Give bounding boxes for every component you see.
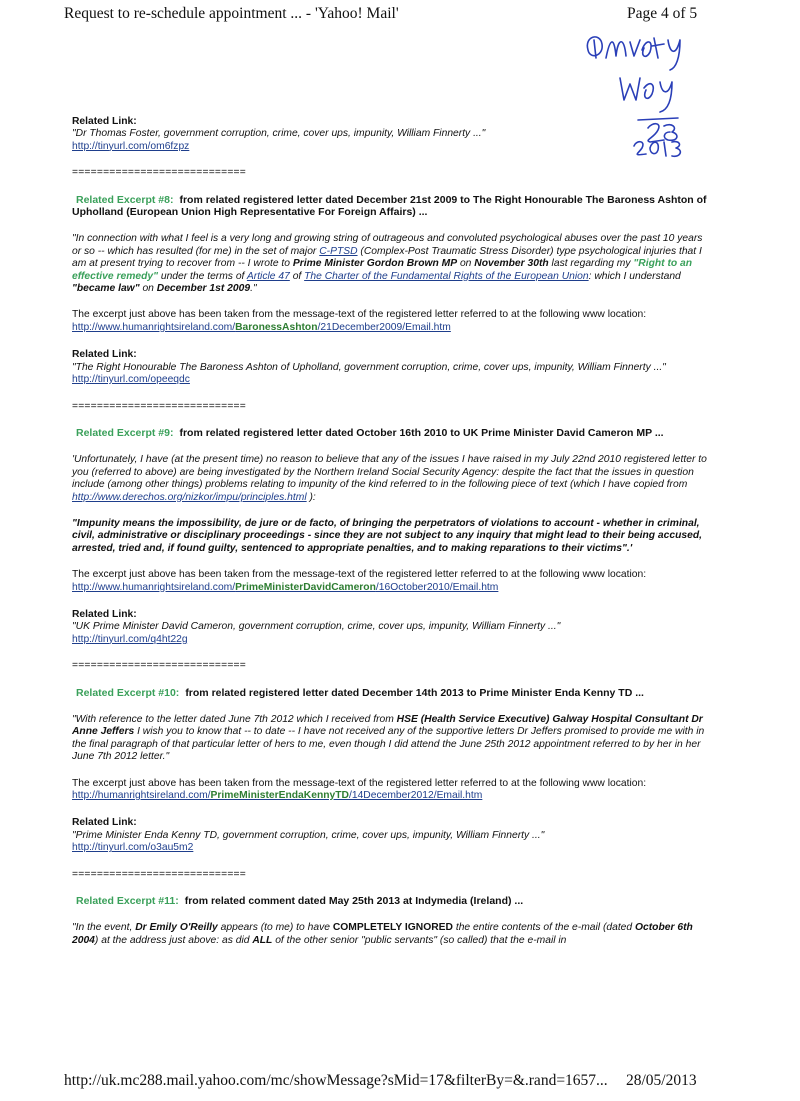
charter-link[interactable]: The Charter of the Fundamental Rights of the European Union	[304, 270, 589, 282]
excerpt-9-intro: The excerpt just above has been taken from the message-text of the registered letter referred to at the following www location:	[72, 569, 647, 581]
related-link-3	[72, 609, 712, 646]
excerpt-9-source-url[interactable]: http://www.humanrightsireland.com/PrimeMinisterDavidCameron/16October2010/Email.htm	[72, 581, 499, 593]
footer-url: http://uk.mc288.mail.yahoo.com/mc/showMessage?sMid=17&filterBy=&.rand=1657...	[64, 1072, 608, 1089]
excerpt-8-label: Related Excerpt #8:	[76, 193, 174, 206]
related-link-label: Related Link:	[72, 817, 137, 829]
article-47-link[interactable]: Article 47	[246, 270, 290, 282]
page-number: Page 4 of 5	[627, 5, 698, 22]
related-link-4	[72, 817, 712, 854]
related-link-text: "Dr Thomas Foster, government corruption, crime, cover ups, impunity, William Finnerty ..."	[72, 128, 486, 140]
excerpt-9-heading	[72, 427, 712, 439]
related-link-url[interactable]: http://tinyurl.com/o3au5m2	[72, 842, 194, 854]
separator: ============================	[72, 660, 246, 672]
separator: ============================	[72, 400, 246, 412]
excerpt-9-quote: 'Unfortunately, I have (at the present time) no reason to believe that any of the issues I have raised in my July 22nd 2010 registered letter to you (referred to above) are being investigated by the Northern Ireland Social Security Agency: despite the fact that the issues in question include (among other things) problems relating to impunity of the kind referred to in the following piece of text (which I have copied from http://www.derechos.org/nizkor/impu/principles.html ):	[72, 454, 707, 503]
related-link-url[interactable]: http://tinyurl.com/q4ht22g	[72, 633, 188, 645]
excerpt-10-quote: "With reference to the letter dated June 7th 2012 which I received from HSE (Health Service Executive) Galway Hospital Consultant Dr Anne Jeffers I wish you to know that -- to date -- I have not received any of the supportive letters Dr Jeffers promised to provide me with in the final paragraph of that particular letter of hers to me, even though I did attend the June 25th 2012 appointment referred to by her in her June 7th 2012 letter."	[72, 714, 705, 763]
excerpt-10-title: from related registered letter dated December 14th 2013 to Prime Minister Enda Kenny TD ...	[185, 686, 644, 699]
related-link-2	[72, 349, 712, 386]
related-link-text: "UK Prime Minister David Cameron, government corruption, crime, cover ups, impunity, William Finnerty ..."	[72, 621, 561, 633]
footer-date: 28/05/2013	[626, 1072, 697, 1089]
related-link-1	[72, 116, 712, 153]
related-link-url[interactable]: http://tinyurl.com/om6fzpz	[72, 140, 190, 152]
excerpt-8-title: from related registered letter dated December 21st 2009 to The Right Honourable The Baroness Ashton of Upholland (European Union High Representative For Foreign Affairs) ...	[72, 193, 707, 219]
excerpt-8-heading	[72, 194, 712, 219]
related-link-text: "The Right Honourable The Baroness Ashton of Upholland, government corruption, crime, cover ups, impunity, William Finnerty ..."	[72, 361, 666, 373]
excerpt-9-label: Related Excerpt #9:	[76, 426, 174, 439]
separator: ============================	[72, 868, 246, 880]
related-link-label: Related Link:	[72, 608, 137, 620]
excerpt-10-intro: The excerpt just above has been taken from the message-text of the registered letter referred to at the following www location:	[72, 777, 647, 789]
excerpt-11-heading	[72, 895, 712, 907]
header-title: Request to re-schedule appointment ... - 'Yahoo! Mail'	[64, 5, 399, 22]
cptsd-link[interactable]: C-PTSD	[319, 245, 358, 257]
excerpt-10-source-url[interactable]: http://humanrightsireland.com/PrimeMinisterEndaKennyTD/14December2012/Email.htm	[72, 790, 483, 802]
separator: ============================	[72, 167, 246, 179]
derechos-link[interactable]: http://www.derechos.org/nizkor/impu/principles.html	[72, 491, 307, 503]
excerpt-8-intro: The excerpt just above has been taken from the message-text of the registered letter referred to at the following www location:	[72, 309, 647, 321]
excerpt-11-quote: "In the event, Dr Emily O'Reilly appears (to me) to have COMPLETELY IGNORED the entire contents of the e-mail (dated October 6th 2004) at the address just above: as did ALL of the other senior "public servants" (so called) that the e-mail in	[72, 922, 693, 946]
email-body	[72, 116, 712, 947]
excerpt-8-source-url[interactable]: http://www.humanrightsireland.com/BaronessAshton/21December2009/Email.htm	[72, 321, 451, 333]
related-link-label: Related Link:	[72, 349, 137, 361]
excerpt-9-impunity-quote: "Impunity means the impossibility, de jure or de facto, of bringing the perpetrators of violations to account - whether in criminal, civil, administrative or disciplinary proceedings - since they are not subject to any inquiry that might lead to their being accused, arrested, tried and, if found guilty, sentenced to appropriate penalties, and to making reparations to their victims".'	[72, 517, 702, 554]
excerpt-10-label: Related Excerpt #10:	[76, 686, 180, 699]
related-link-text: "Prime Minister Enda Kenny TD, government corruption, crime, cover ups, impunity, William Finnerty ..."	[72, 829, 545, 841]
related-link-label: Related Link:	[72, 116, 137, 127]
excerpt-8-quote: "In connection with what I feel is a very long and growing string of outrageous and convoluted psychological abuses over the past 10 years or so -- which has resulted (for me) in the set of major C-PTSD (Complex-Post Traumatic Stress Disorder) type psychological injuries that I am at present trying to recover from -- I wrote to Prime Minister Gordon Brown MP on November 30th last regarding my "Right to an effective remedy" under the terms of Article 47 of The Charter of the Fundamental Rights of the European Union: which I understand "became law" on December 1st 2009."	[72, 233, 703, 295]
related-link-url[interactable]: http://tinyurl.com/opeeqdc	[72, 374, 190, 386]
excerpt-11-label: Related Excerpt #11:	[76, 895, 179, 908]
excerpt-11-title: from related comment dated May 25th 2013 at Indymedia (Ireland) ...	[184, 895, 524, 908]
excerpt-9-title: from related registered letter dated October 16th 2010 to UK Prime Minister David Cameron MP ...	[179, 426, 664, 439]
excerpt-10-heading	[72, 687, 712, 699]
